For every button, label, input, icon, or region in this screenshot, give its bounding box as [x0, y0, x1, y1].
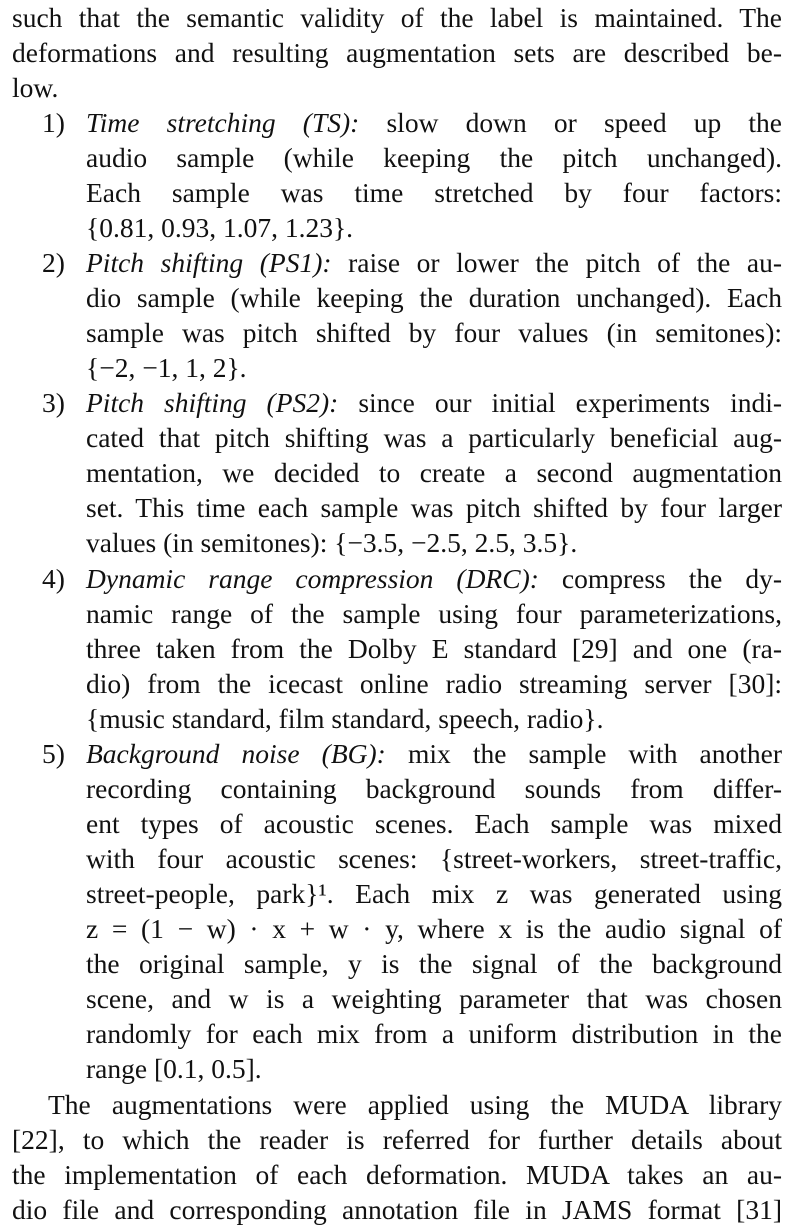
item-first-line: [86, 736, 782, 771]
item-number: 5): [42, 738, 65, 769]
closing-line-3: the implementation of each deformation. MUDA takes an au-: [12, 1159, 782, 1190]
item-line: set. This time each sample was pitch shifted by four larger: [86, 492, 782, 523]
item-line: audio sample (while keeping the pitch unchanged).: [86, 142, 782, 173]
item-line: mentation, we decided to create a second augmentation: [86, 457, 782, 488]
item-number: 2): [42, 247, 65, 278]
intro-line-2: deformations and resulting augmentation sets are described be-: [12, 37, 782, 68]
intro-line-3: low.: [12, 72, 59, 103]
item-line: with four acoustic scenes: {street-workers, street-traffic,: [86, 843, 782, 874]
item-title: Pitch shifting (PS2):: [86, 387, 339, 418]
item-title: Pitch shifting (PS1):: [86, 247, 332, 278]
item-line: scene, and w is a weighting parameter that was chosen: [86, 983, 782, 1014]
item-line: sample was pitch shifted by four values (in semitones):: [86, 317, 782, 348]
item-first-line: [86, 385, 782, 420]
item-line: the original sample, y is the signal of the background: [86, 948, 782, 979]
item-title: Dynamic range compression (DRC):: [86, 563, 539, 594]
item-line: ent types of acoustic scenes. Each sample was mixed: [86, 808, 782, 839]
item-line: Each sample was time stretched by four factors:: [86, 177, 782, 208]
item-line: street-people, park}¹. Each mix z was generated using: [86, 878, 782, 909]
item-line: three taken from the Dolby E standard [29] and one (ra-: [86, 633, 782, 664]
item-text: raise or lower the pitch of the au-: [348, 247, 782, 278]
item-line: range [0.1, 0.5].: [86, 1053, 262, 1084]
item-text: compress the dy-: [561, 563, 782, 594]
item-line: randomly for each mix from a uniform distribution in the: [86, 1018, 782, 1049]
closing-line-1: The augmentations were applied using the MUDA library: [48, 1089, 782, 1120]
closing-line-4: dio file and corresponding annotation file in JAMS format [31]: [12, 1194, 782, 1225]
item-title: Background noise (BG):: [86, 738, 386, 769]
item-line: dio) from the icecast online radio streaming server [30]:: [86, 668, 782, 699]
item-line: {0.81, 0.93, 1.07, 1.23}.: [86, 212, 354, 243]
item-first-line: [86, 105, 782, 140]
item-title: Time stretching (TS):: [86, 107, 360, 138]
item-text: mix the sample with another: [407, 738, 783, 769]
item-line: z = (1 − w) · x + w · y, where x is the audio signal of: [86, 913, 782, 944]
item-line: values (in semitones): {−3.5, −2.5, 2.5, 3.5}.: [86, 527, 578, 558]
item-number: 3): [42, 387, 65, 418]
item-number: 1): [42, 107, 65, 138]
item-text: slow down or speed up the: [386, 107, 783, 138]
intro-line-1: such that the semantic validity of the label is maintained. The: [12, 2, 782, 33]
item-line: {music standard, film standard, speech, radio}.: [86, 703, 604, 734]
item-line: recording containing background sounds from differ-: [86, 773, 782, 804]
closing-line-2: [22], to which the reader is referred for further details about: [12, 1124, 782, 1155]
item-first-line: [86, 245, 782, 280]
item-line: cated that pitch shifting was a particularly beneficial aug-: [86, 422, 782, 453]
item-line: dio sample (while keeping the duration unchanged). Each: [86, 282, 782, 313]
item-line: namic range of the sample using four parameterizations,: [86, 598, 782, 629]
item-number: 4): [42, 563, 65, 594]
item-line: {−2, −1, 1, 2}.: [86, 352, 247, 383]
item-text: since our initial experiments indi-: [358, 387, 783, 418]
item-first-line: [86, 561, 782, 596]
